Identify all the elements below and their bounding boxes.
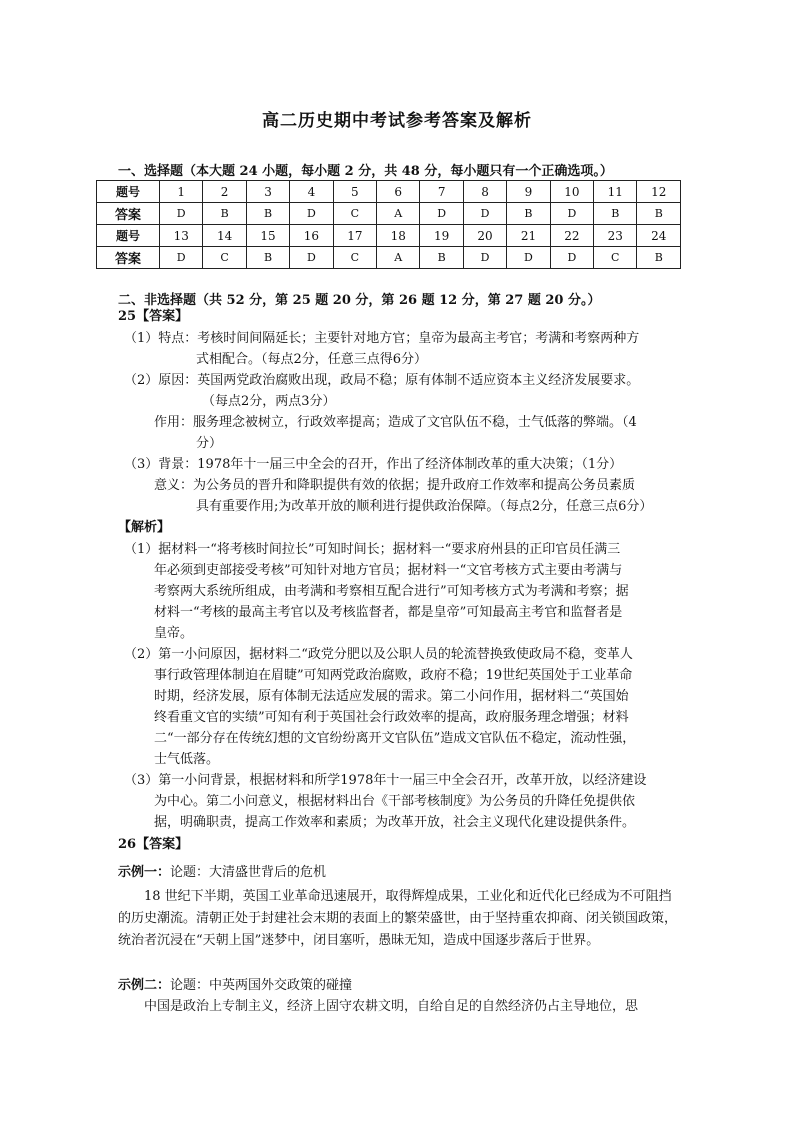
- answer-line: 式相配合。（每点2分，任意三点得6分）: [196, 352, 428, 367]
- example2-paragraph: 中国是政治上专制主义，经济上固守农耕文明，自给自足的自然经济仍占主导地位，思: [144, 999, 639, 1014]
- analysis-line: （2）第一小问原因，据材料二“政党分肥以及公职人员的轮流替换致使政局不稳，变革人: [124, 647, 633, 662]
- answer-cell: B: [594, 203, 637, 225]
- answer-cell: C: [333, 203, 376, 225]
- analysis-line: 年必须到吏部接受考核”可知针对地方官员；据材料一“文官考核方式主要由考满与: [154, 563, 623, 578]
- analysis-line: 时期，经济发展，原有体制无法适应发展的需求。第二小问作用，据材料二“英国始: [154, 689, 629, 704]
- question-number: 19: [420, 225, 463, 247]
- question-number: 10: [550, 181, 593, 203]
- answer-cell: D: [420, 203, 463, 225]
- analysis-label: 【解析】: [118, 520, 171, 535]
- answer-cell: A: [377, 203, 420, 225]
- row-label-answer: 答案: [97, 247, 160, 269]
- analysis-line: 材料一“考核的最高主考官以及考核监督者，都是皇帝”可知最高主考官和监督者是: [154, 605, 623, 620]
- question-number: 3: [246, 181, 289, 203]
- table-row: [97, 225, 681, 247]
- answer-cell: B: [246, 247, 289, 269]
- question-number: 14: [203, 225, 246, 247]
- row-label-question: 题号: [97, 181, 160, 203]
- question-number: 23: [594, 225, 637, 247]
- analysis-line: 考察两大系统所组成，由考满和考察相互配合进行”可知考核方式为考满和考察；据: [154, 584, 629, 599]
- answer-line: 作用：服务理念被树立，行政效率提高；造成了文官队伍不稳，士气低落的弊端。（4: [154, 415, 637, 430]
- answer-cell: B: [420, 247, 463, 269]
- example1-label: 示例一：: [118, 865, 171, 880]
- answer-cell: D: [160, 247, 203, 269]
- question-number: 11: [594, 181, 637, 203]
- answer-cell: D: [160, 203, 203, 225]
- question-number: 17: [333, 225, 376, 247]
- analysis-line: 二“一部分存在传统幻想的文官纷纷离开文官队伍”造成文官队伍不稳定，流动性强，: [154, 731, 636, 746]
- row-label-answer: 答案: [97, 203, 160, 225]
- question-number: 1: [160, 181, 203, 203]
- answer-line: 具有重要作用;为改革开放的顺利进行提供政治保障。（每点2分，任意三点6分）: [196, 499, 653, 514]
- answer-line: （2）原因：英国两党政治腐败出现，政局不稳；原有体制不适应资本主义经济发展要求。: [124, 373, 640, 388]
- question-number: 5: [333, 181, 376, 203]
- section2-heading: 二、非选择题（共 52 分，第 25 题 20 分，第 26 题 12 分，第 27 题 20 分。）: [118, 293, 601, 308]
- analysis-line: 事行政管理体制迫在眉睫”可知两党政治腐败，政府不稳；19世纪英国处于工业革命: [154, 668, 633, 683]
- analysis-line: 终看重文官的实绩”可知有利于英国社会行政效率的提高，政府服务理念增强；材料: [154, 710, 629, 725]
- section1-heading: 一、选择题（本大题 24 小题，每小题 2 分，共 48 分，每小题只有一个正确选项。）: [118, 164, 613, 179]
- answer-cell: D: [290, 203, 333, 225]
- answer-line: （3）背景：1978年十一届三中全会的召开，作出了经济体制改革的重大决策；（1分）: [124, 457, 623, 472]
- example1-paragraph: 18 世纪下半期，英国工业革命迅速展开，取得辉煌成果，工业化和近代化已经成为不可阻挡的历史潮流。清朝正处于封建社会末期的表面上的繁荣盛世，由于坚持重农抑商、闭关锁国政策，统治者沉浸在“天朝上国”迷梦中，闭目塞听，愚昧无知，造成中国逐步落后于世界。: [118, 889, 678, 948]
- page-title: 高二历史期中考试参考答案及解析: [262, 111, 532, 131]
- question-number: 8: [463, 181, 506, 203]
- answer-cell: B: [507, 203, 550, 225]
- question-number: 16: [290, 225, 333, 247]
- question-number: 4: [290, 181, 333, 203]
- question-number: 22: [550, 225, 593, 247]
- answer-table: [96, 180, 681, 269]
- question-number: 12: [637, 181, 681, 203]
- question-number: 9: [507, 181, 550, 203]
- analysis-line: 据，明确职责，提高工作效率和素质；为改革开放，社会主义现代化建设提供条件。: [154, 815, 636, 830]
- analysis-line: （3）第一小问背景，根据材料和所学1978年十一届三中全会召开，改革开放，以经济建设: [124, 773, 647, 788]
- analysis-line: 为中心。第二小问意义，根据材料出台《干部考核制度》为公务员的升降任免提供依: [154, 794, 636, 809]
- answer-line: （1）特点：考核时间间隔延长；主要针对地方官；皇帝为最高主考官；考满和考察两种方: [124, 331, 640, 346]
- answer-cell: D: [463, 247, 506, 269]
- table-row: [97, 203, 681, 225]
- q26-answer-label: 26【答案】: [118, 837, 189, 852]
- question-number: 15: [246, 225, 289, 247]
- example1-topic: 论题：大清盛世背后的危机: [170, 865, 327, 880]
- answer-line: 分）: [196, 436, 223, 451]
- answer-cell: D: [463, 203, 506, 225]
- analysis-line: 皇帝。: [154, 626, 194, 641]
- answer-cell: B: [246, 203, 289, 225]
- example2-topic: 论题：中英两国外交政策的碰撞: [170, 978, 353, 993]
- question-number: 18: [377, 225, 420, 247]
- answer-cell: C: [333, 247, 376, 269]
- question-number: 7: [420, 181, 463, 203]
- q25-answer-label: 25【答案】: [118, 309, 189, 324]
- answer-cell: B: [637, 247, 681, 269]
- example2-label: 示例二：: [118, 978, 171, 993]
- answer-cell: D: [550, 203, 593, 225]
- example1-heading: [118, 862, 326, 883]
- table-row: [97, 181, 681, 203]
- row-label-question: 题号: [97, 225, 160, 247]
- answer-line: （每点2分，两点3分）: [202, 394, 336, 409]
- answer-line: 意义：为公务员的晋升和降职提供有效的依据；提升政府工作效率和提高公务员素质: [154, 478, 636, 493]
- answer-cell: B: [637, 203, 681, 225]
- question-number: 21: [507, 225, 550, 247]
- answer-cell: C: [203, 247, 246, 269]
- question-number: 24: [637, 225, 681, 247]
- question-number: 2: [203, 181, 246, 203]
- answer-cell: C: [594, 247, 637, 269]
- analysis-line: （1）据材料一“将考核时间拉长”可知时间长；据材料一“要求府州县的正印官员任满三: [124, 542, 621, 557]
- example2-heading: [118, 975, 352, 996]
- answer-cell: B: [203, 203, 246, 225]
- analysis-line: 士气低落。: [154, 752, 220, 767]
- answer-cell: D: [290, 247, 333, 269]
- answer-cell: A: [377, 247, 420, 269]
- question-number: 6: [377, 181, 420, 203]
- table-row: [97, 247, 681, 269]
- question-number: 20: [463, 225, 506, 247]
- answer-cell: D: [550, 247, 593, 269]
- answer-cell: D: [507, 247, 550, 269]
- question-number: 13: [160, 225, 203, 247]
